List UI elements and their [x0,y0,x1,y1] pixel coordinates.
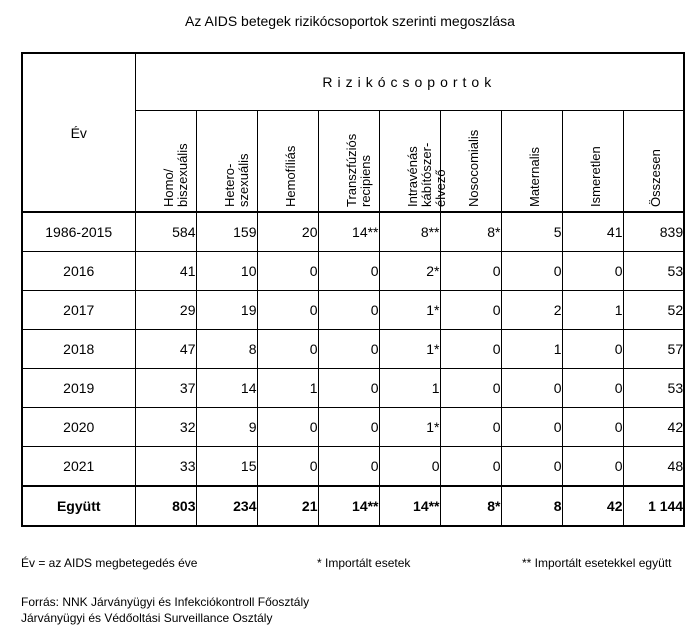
column-header-line: recipiens [357,154,373,207]
value-cell: 0 [501,252,562,291]
data-table [21,52,685,527]
value-cell: 8* [440,212,501,252]
value-cell: 0 [257,408,318,447]
year-header: Év [22,53,135,212]
value-cell: 0 [318,330,379,369]
value-cell: 20 [257,212,318,252]
column-header-line: szexuális [235,153,251,207]
value-cell: 584 [135,212,196,252]
value-cell: 0 [257,252,318,291]
value-cell: 8 [196,330,257,369]
column-header-line: Ismeretlen [587,146,603,207]
column-header [196,111,257,213]
value-cell: 1 [562,291,623,330]
column-header [379,111,448,213]
value-cell: 0 [562,408,623,447]
year-cell: 2018 [22,330,135,369]
value-cell: 57 [623,330,684,369]
column-header-line: Nosocomialis [465,129,481,207]
value-cell: 0 [501,408,562,447]
value-cell: 0 [501,369,562,408]
table-row [22,252,684,291]
value-cell: 1 [257,369,318,408]
value-cell: 0 [257,447,318,487]
year-cell: 2021 [22,447,135,487]
value-cell: 0 [562,330,623,369]
value-cell: 0 [440,330,501,369]
total-value-cell: 42 [562,486,623,526]
value-cell: 52 [623,291,684,330]
total-value-cell: 1 144 [623,486,684,526]
value-cell: 33 [135,447,196,487]
total-value-cell: 8* [440,486,501,526]
value-cell: 0 [318,252,379,291]
value-cell: 5 [501,212,562,252]
value-cell: 53 [623,369,684,408]
year-cell: 2017 [22,291,135,330]
table-row [22,291,684,330]
value-cell: 1* [379,291,440,330]
column-header-line: Hetero- [221,163,237,207]
value-cell: 0 [379,447,440,487]
column-header [135,111,196,213]
column-header [562,111,623,213]
value-cell: 0 [501,447,562,487]
column-header-line: Homo/ [160,168,176,207]
column-header-line: kábítószer- [418,142,434,207]
value-cell: 159 [196,212,257,252]
note-with-imported: ** Importált esetekkel együtt [522,556,672,570]
value-cell: 32 [135,408,196,447]
column-header [623,111,684,213]
note-imported: * Importált esetek [317,556,411,570]
table-row [22,330,684,369]
column-header-line: Összesen [648,149,664,207]
value-cell: 29 [135,291,196,330]
value-cell: 42 [623,408,684,447]
table-row [22,408,684,447]
value-cell: 0 [440,291,501,330]
value-cell: 1* [379,330,440,369]
value-cell: 0 [318,408,379,447]
total-row [22,486,684,526]
risk-group-header: Rizikócsoportok [135,53,684,111]
value-cell: 0 [562,447,623,487]
total-value-cell: 803 [135,486,196,526]
year-cell: 2019 [22,369,135,408]
column-header-line: Intravénás [404,146,420,207]
value-cell: 0 [440,369,501,408]
value-cell: 0 [440,408,501,447]
value-cell: 0 [318,291,379,330]
column-header [257,111,318,213]
source-line-2: Járványügyi és Védőoltási Surveillance Osztály [21,611,273,625]
value-cell: 0 [318,369,379,408]
note-year-definition: Év = az AIDS megbetegedés éve [21,556,198,570]
total-value-cell: 8 [501,486,562,526]
value-cell: 48 [623,447,684,487]
column-header-line: élvező [432,169,448,207]
column-header [501,111,562,213]
value-cell: 14 [196,369,257,408]
value-cell: 1 [379,369,440,408]
value-cell: 839 [623,212,684,252]
value-cell: 0 [562,369,623,408]
value-cell: 10 [196,252,257,291]
total-label: Együtt [22,486,135,526]
value-cell: 53 [623,252,684,291]
value-cell: 0 [257,291,318,330]
table-row [22,212,684,252]
page-title: Az AIDS betegek rizikócsoportok szerinti megoszlása [185,13,515,29]
value-cell: 0 [440,252,501,291]
column-header [318,111,379,213]
value-cell: 15 [196,447,257,487]
value-cell: 37 [135,369,196,408]
year-cell: 2020 [22,408,135,447]
value-cell: 14** [318,212,379,252]
value-cell: 2 [501,291,562,330]
value-cell: 0 [257,330,318,369]
column-header-line: Maternalis [526,147,542,207]
total-value-cell: 14** [318,486,379,526]
value-cell: 8** [379,212,440,252]
value-cell: 19 [196,291,257,330]
column-header-line: Transzfúziós [343,133,359,207]
value-cell: 2* [379,252,440,291]
column-header-line: Hemofíliás [282,145,298,207]
value-cell: 9 [196,408,257,447]
year-cell: 1986-2015 [22,212,135,252]
value-cell: 0 [562,252,623,291]
year-cell: 2016 [22,252,135,291]
total-value-cell: 21 [257,486,318,526]
value-cell: 1* [379,408,440,447]
value-cell: 0 [440,447,501,487]
table-row [22,447,684,487]
total-value-cell: 234 [196,486,257,526]
value-cell: 41 [135,252,196,291]
column-header [440,111,501,213]
value-cell: 1 [501,330,562,369]
value-cell: 47 [135,330,196,369]
value-cell: 41 [562,212,623,252]
value-cell: 0 [318,447,379,487]
column-header-line: biszexuális [174,143,190,207]
total-value-cell: 14** [379,486,440,526]
table-row [22,369,684,408]
source-line-1: Forrás: NNK Járványügyi és Infekciókontroll Főosztály [21,595,310,609]
